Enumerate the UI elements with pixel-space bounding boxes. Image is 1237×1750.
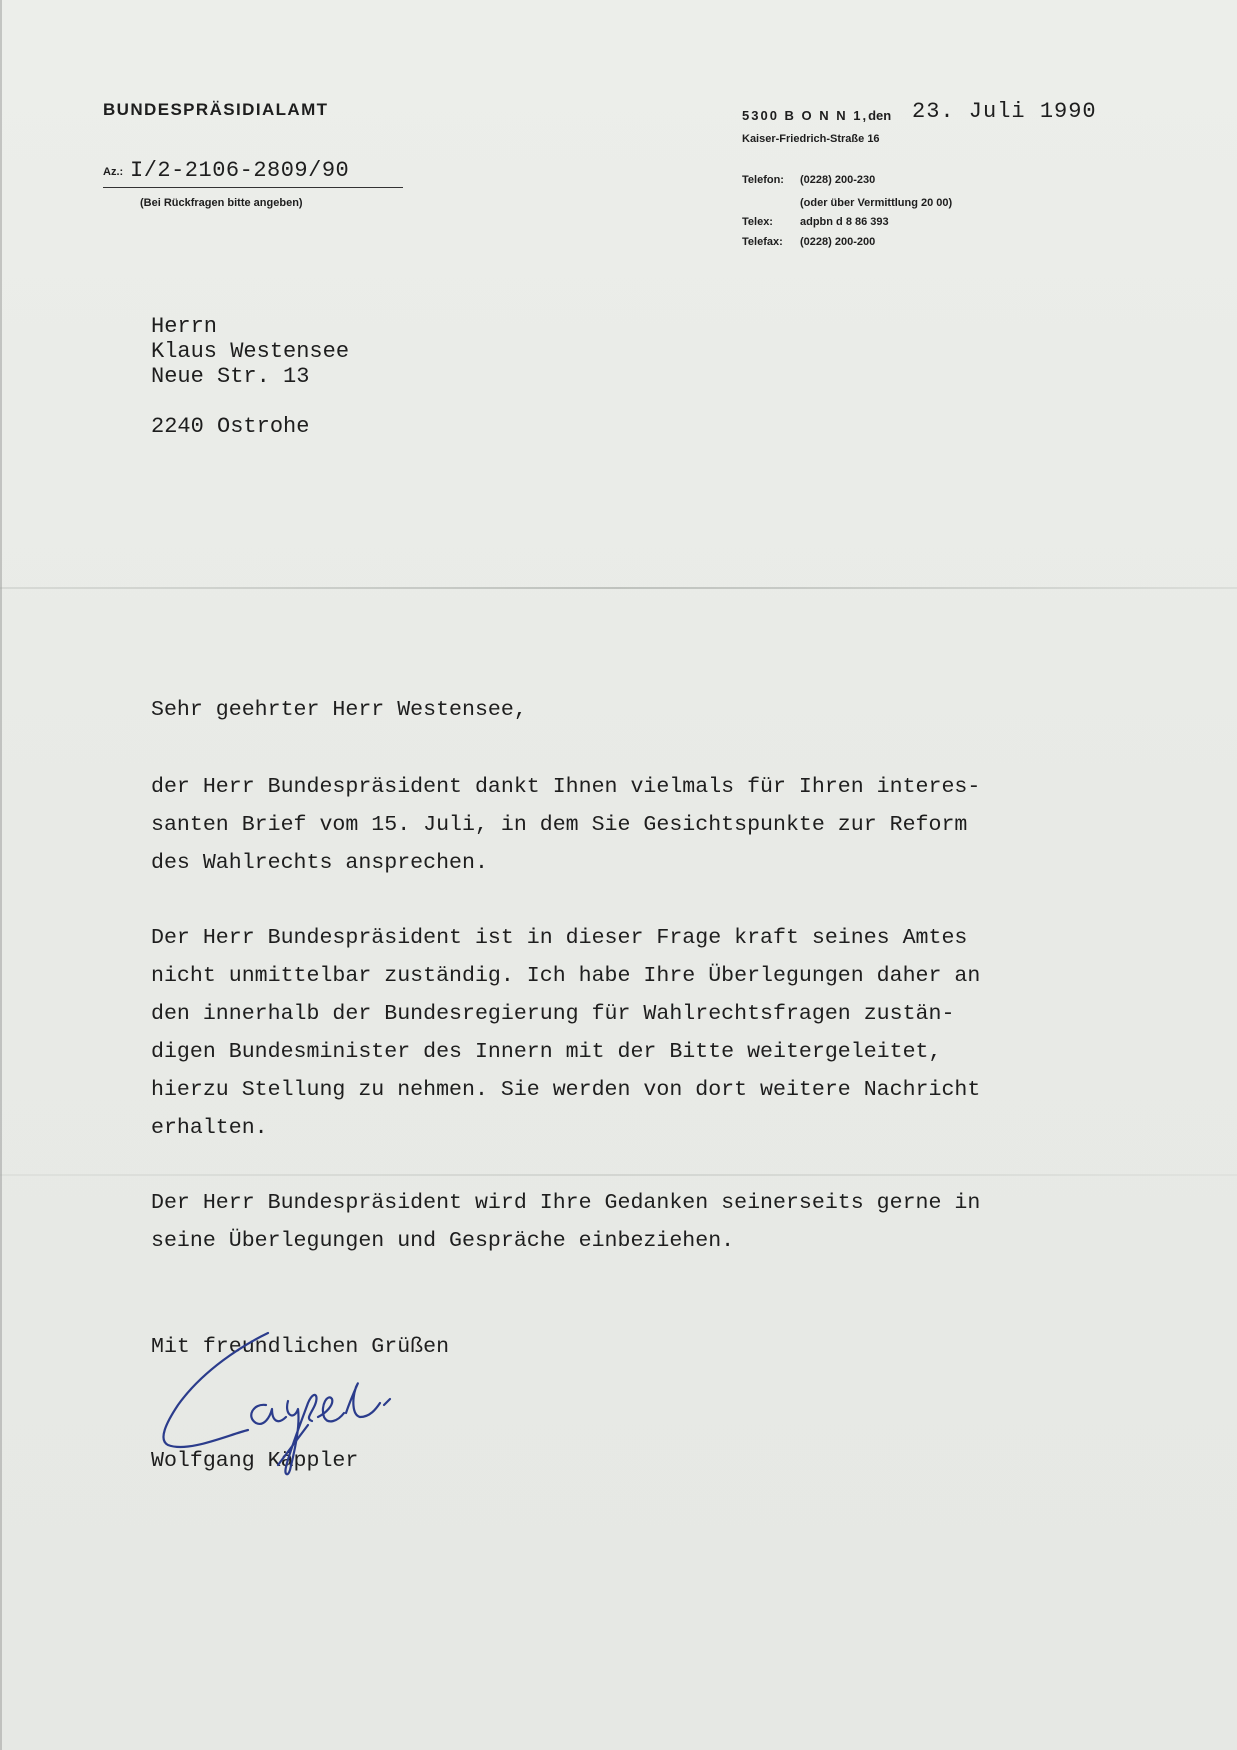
contact-telex <box>742 216 889 228</box>
telex-value: adpbn d 8 86 393 <box>800 216 889 228</box>
recipient-city: 2240 Ostrohe <box>151 414 310 439</box>
contact-telefax <box>742 236 875 248</box>
reference-underline <box>103 187 403 188</box>
fold-line-upper <box>0 587 1237 589</box>
greeting: Sehr geehrter Herr Westensee, <box>151 698 527 722</box>
paragraph2-line: digen Bundesminister des Innern mit der Bitte weitergeleitet, <box>151 1040 942 1064</box>
fold-line-lower <box>0 1174 1237 1176</box>
signature-stroke <box>384 1399 390 1405</box>
sender-street: Kaiser-Friedrich-Straße 16 <box>742 133 880 145</box>
telefon-note: (oder über Vermittlung 20 00) <box>800 197 953 209</box>
telefon-label: Telefon: <box>742 174 784 186</box>
contact-telefon <box>742 174 875 186</box>
reference-note: (Bei Rückfragen bitte angeben) <box>140 197 303 209</box>
signer-name: Wolfgang Käppler <box>151 1449 359 1473</box>
paragraph2-line: den innerhalb der Bundesregierung für Wahlrechtsfragen zustän- <box>151 1002 955 1026</box>
paragraph3-line: Der Herr Bundespräsident wird Ihre Gedanken seinerseits gerne in <box>151 1191 981 1215</box>
closing-phrase: Mit freundlichen Grüßen <box>151 1335 450 1359</box>
signature-stroke <box>251 1405 286 1424</box>
paragraph2-line: hierzu Stellung zu nehmen. Sie werden von dort weitere Nachricht <box>151 1078 981 1102</box>
paragraph2-line: Der Herr Bundespräsident ist in dieser Frage kraft seines Amtes <box>151 926 968 950</box>
paragraph2-line: erhalten. <box>151 1116 268 1140</box>
office-name: BUNDESPRÄSIDIALAMT <box>103 100 329 119</box>
recipient-name: Klaus Westensee <box>151 339 350 364</box>
signature-stroke <box>346 1383 380 1417</box>
recipient-salutation: Herrn <box>151 314 218 339</box>
place-den: den <box>868 108 892 123</box>
signature-stroke <box>163 1333 268 1447</box>
paragraph1-line: der Herr Bundespräsident dankt Ihnen vielmals für Ihren interes- <box>151 775 981 799</box>
telex-label: Telex: <box>742 216 773 228</box>
place-city: 5300 B O N N 1, <box>742 108 869 123</box>
telefon-value: (0228) 200-230 <box>800 174 876 186</box>
telefax-value: (0228) 200-200 <box>800 236 876 248</box>
letter-date: 23. Juli 1990 <box>912 99 1097 124</box>
signature-stroke <box>318 1397 344 1421</box>
reference-number: I/2-2106-2809/90 <box>130 158 350 183</box>
paper-edge <box>0 0 2 1750</box>
paragraph3-line: seine Überlegungen und Gespräche einbeziehen. <box>151 1229 735 1253</box>
reference-label: Az.: <box>103 166 124 178</box>
handwritten-signature <box>148 1325 428 1485</box>
paragraph2-line: nicht unmittelbar zuständig. Ich habe Ihre Überlegungen daher an <box>151 964 981 988</box>
paragraph1-line: santen Brief vom 15. Juli, in dem Sie Gesichtspunkte zur Reform <box>151 813 968 837</box>
paragraph1-line: des Wahlrechts ansprechen. <box>151 851 488 875</box>
telefax-label: Telefax: <box>742 236 783 248</box>
recipient-street: Neue Str. 13 <box>151 364 310 389</box>
place-line <box>742 108 891 123</box>
